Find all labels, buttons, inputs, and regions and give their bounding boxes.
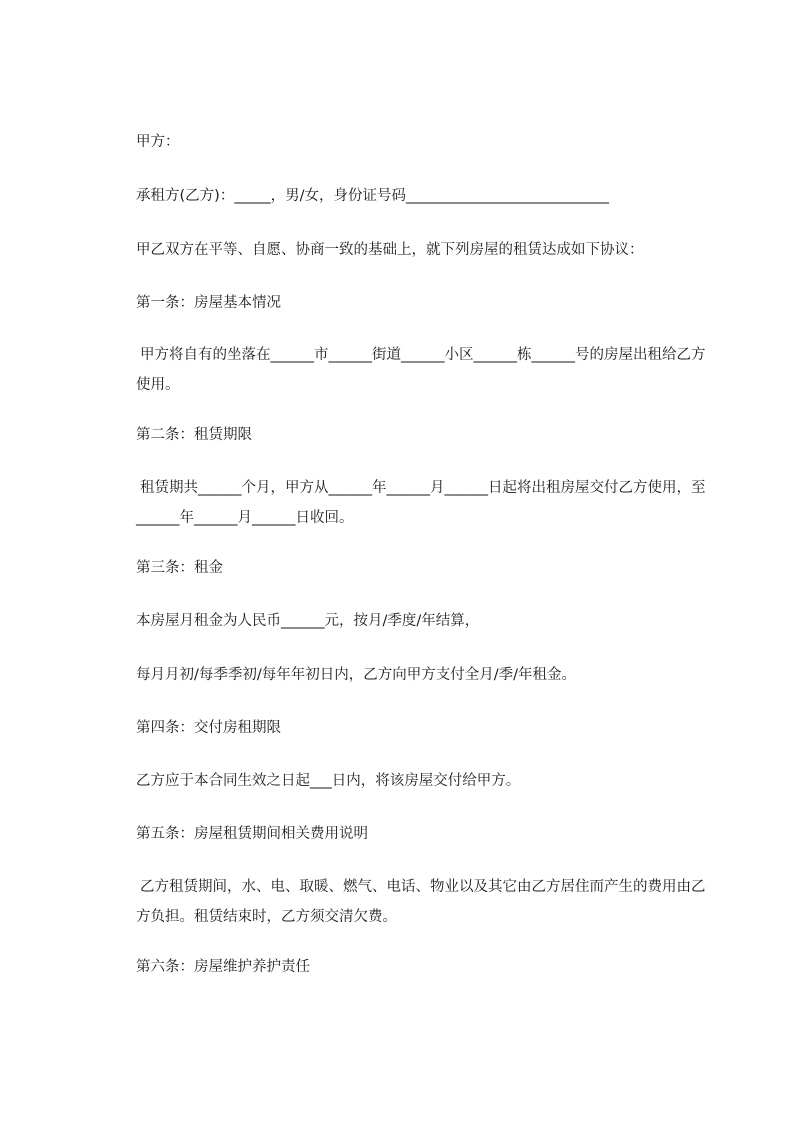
article-3-body-line-2: 每月月初/每季季初/每年年初日内，乙方向甲方支付全月/季/年租金。 bbox=[136, 667, 577, 683]
article-2-body: 租赁期共______个月，甲方从______年______月______日起将出租房屋交付乙方使用，至______年______月______日收回。 bbox=[136, 480, 706, 526]
article-5-body: 乙方租赁期间，水、电、取暖、燃气、电话、物业以及其它由乙方居住而产生的费用由乙方负担。租赁结束时，乙方须交清欠费。 bbox=[136, 879, 706, 925]
article-5-heading: 第五条：房屋租赁期间相关费用说明 bbox=[136, 826, 368, 842]
party-b-line: 承租方(乙方)：_____，男/女，身份证号码____________________________ bbox=[136, 188, 609, 204]
article-3-heading: 第三条：租金 bbox=[136, 560, 223, 576]
article-1-body: 甲方将自有的坐落在______市______街道______小区______栋______号的房屋出租给乙方使用。 bbox=[136, 347, 706, 393]
article-2-heading: 第二条：租赁期限 bbox=[136, 427, 252, 443]
party-a-line: 甲方： bbox=[136, 134, 180, 150]
article-4-body: 乙方应于本合同生效之日起___日内，将该房屋交付给甲方。 bbox=[136, 773, 521, 789]
preamble-paragraph: 甲乙双方在平等、自愿、协商一致的基础上，就下列房屋的租赁达成如下协议： bbox=[136, 242, 644, 258]
article-6-heading: 第六条：房屋维护养护责任 bbox=[136, 959, 310, 975]
article-1-heading: 第一条：房屋基本情况 bbox=[136, 295, 281, 311]
article-4-heading: 第四条：交付房租期限 bbox=[136, 720, 281, 736]
article-3-body-line-1: 本房屋月租金为人民币______元，按月/季度/年结算， bbox=[136, 613, 480, 629]
